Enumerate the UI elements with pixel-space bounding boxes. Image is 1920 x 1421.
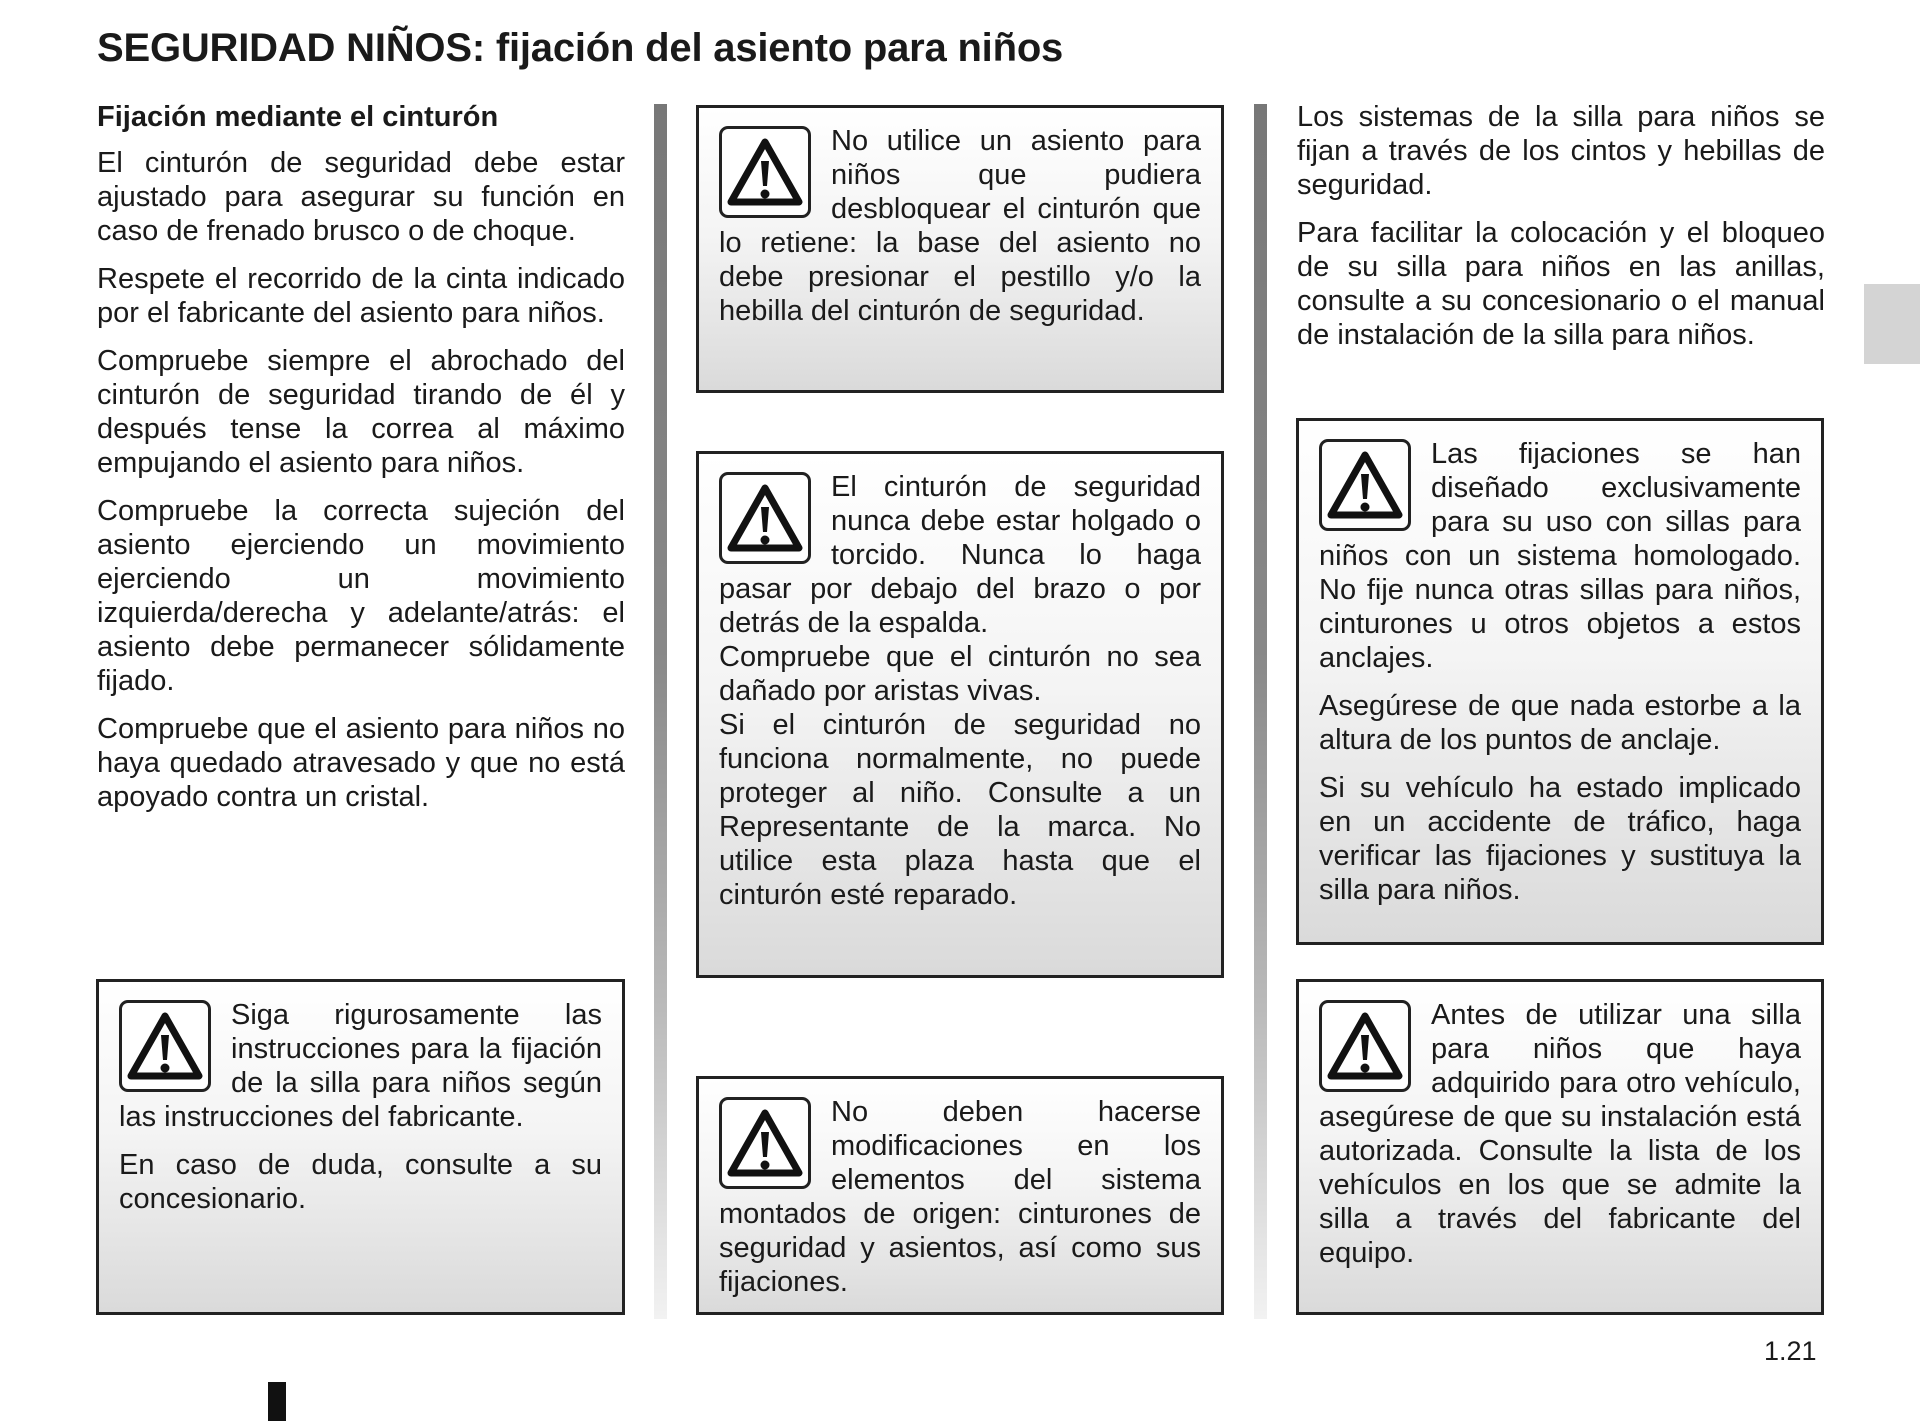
paragraph: Los sistemas de la silla para niños se fijan a través de los cintos y hebillas de seguridad. (1297, 101, 1825, 201)
warning-text: Las fijaciones se han diseñado exclusivamente para su uso con sillas para niños con un sistema homologado. No fije nunca otras sillas para niños, cinturones u otros objetos a estos anclajes. (1319, 438, 1801, 674)
section-heading: Fijación mediante el cinturón (97, 101, 499, 133)
warning-box-anchors (1296, 418, 1824, 945)
paragraph: Compruebe siempre el abrochado del cinturón de seguridad tirando de él y después tense la correa al máximo empujando el asiento para niños. (97, 345, 625, 479)
warning-text: No deben hacerse modificaciones en los elementos del sistema montados de origen: cinturones de seguridad y asientos, así como sus fijaciones. (719, 1096, 1201, 1298)
column-divider (1254, 104, 1267, 1319)
page-title: SEGURIDAD NIÑOS: fijación del asiento para niños (97, 26, 1064, 70)
warning-text: El cinturón de seguridad nunca debe estar holgado o torcido. Nunca lo haga pasar por debajo del brazo o por detrás de la espalda. (719, 471, 1201, 639)
warning-triangle-icon (719, 472, 811, 564)
column-left (97, 100, 625, 828)
paragraph: Respete el recorrido de la cinta indicado por el fabricante del asiento para niños. (97, 263, 625, 329)
warning-box-belt (696, 451, 1224, 978)
warning-text: No utilice un asiento para niños que pudiera desbloquear el cinturón que lo retiene: la base del asiento no debe presionar el pestillo y/o la hebilla del cinturón de seguridad. (719, 125, 1201, 327)
warning-box-instructions (96, 979, 625, 1315)
warning-triangle-icon (1319, 1000, 1411, 1092)
warning-triangle-icon (719, 1097, 811, 1189)
warning-triangle-icon (1319, 439, 1411, 531)
warning-box-buckle (696, 105, 1224, 393)
warning-box-modifications (696, 1076, 1224, 1315)
warning-text: Asegúrese de que nada estorbe a la altura de los puntos de anclaje. (1319, 690, 1801, 756)
chapter-side-tab (1864, 284, 1920, 364)
warning-triangle-icon (719, 126, 811, 218)
warning-box-other-vehicle (1296, 979, 1824, 1315)
warning-text: Si su vehículo ha estado implicado en un accidente de tráfico, haga verificar las fijaciones y sustituya la silla para niños. (1319, 772, 1801, 906)
paragraph: Para facilitar la colocación y el bloqueo de su silla para niños en las anillas, consulte a su concesionario o el manual de instalación de la silla para niños. (1297, 217, 1825, 351)
paragraph: Compruebe que el asiento para niños no haya quedado atravesado y que no está apoyado contra un cristal. (97, 713, 625, 813)
warning-text: Compruebe que el cinturón no sea dañado por aristas vivas. (719, 641, 1201, 707)
paragraph: Compruebe la correcta sujeción del asiento ejerciendo un movimiento ejerciendo un movimiento izquierda/derecha y adelante/atrás: el asiento debe permanecer sólidamente fijado. (97, 495, 625, 697)
warning-text: Antes de utilizar una silla para niños que haya adquirido para otro vehículo, asegúrese de que su instalación está autorizada. Consulte la lista de los vehículos en los que se admite la silla a través del fabricante del equipo. (1319, 999, 1801, 1269)
print-crop-mark (268, 1382, 286, 1421)
column-right (1297, 100, 1825, 366)
warning-triangle-icon (119, 1000, 211, 1092)
paragraph: El cinturón de seguridad debe estar ajustado para asegurar su función en caso de frenado brusco o de choque. (97, 147, 625, 247)
page-number: 1.21 (1764, 1336, 1817, 1366)
warning-text: Si el cinturón de seguridad no funciona normalmente, no puede proteger al niño. Consulte a un Representante de la marca. No utilice esta plaza hasta que el cinturón esté reparado. (719, 709, 1201, 911)
warning-text: Siga rigurosamente las instrucciones para la fijación de la silla para niños según las instrucciones del fabricante. (119, 999, 602, 1133)
warning-text: En caso de duda, consulte a su concesionario. (119, 1149, 602, 1215)
column-divider (654, 104, 667, 1319)
